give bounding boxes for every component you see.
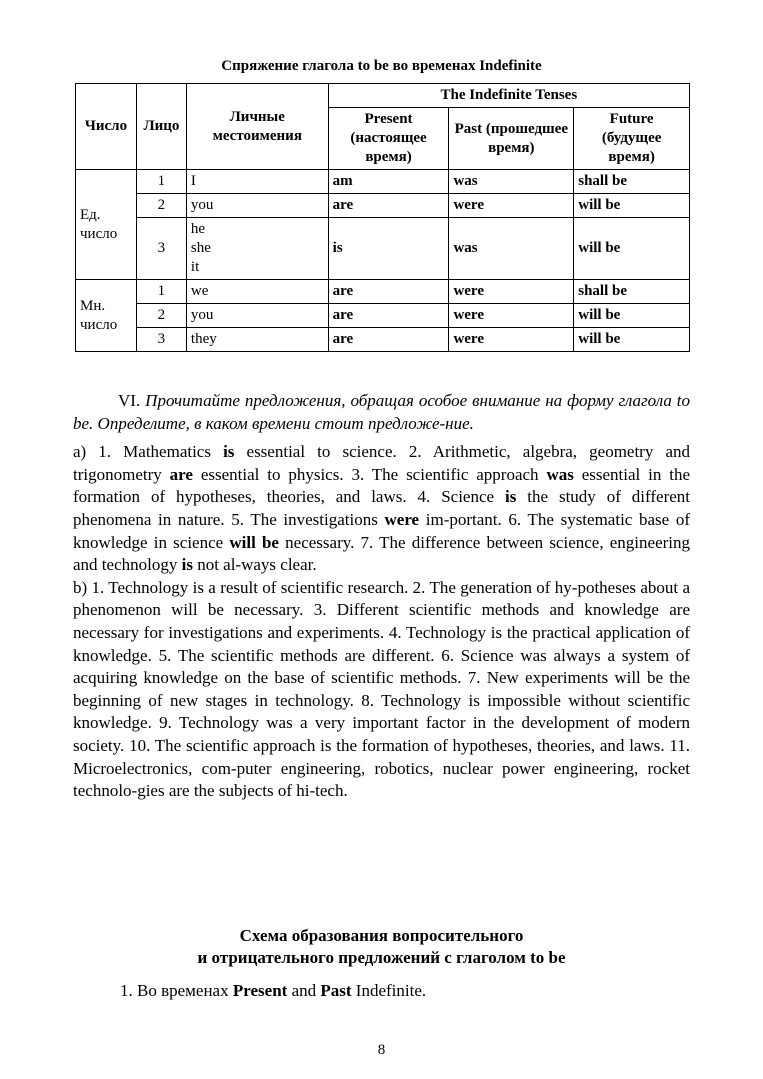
header-past: Past (прошедшее время) — [449, 108, 574, 170]
table-row — [76, 170, 690, 194]
plural-label: Мн. число — [76, 280, 137, 352]
header-present: Present (настоящее время) — [328, 108, 449, 170]
pronoun-cell: you — [186, 304, 328, 328]
task-instruction — [73, 390, 690, 435]
present-cell: are — [328, 304, 449, 328]
term-present: Present — [232, 981, 288, 1000]
verb-highlight: were — [384, 509, 420, 529]
present-cell: are — [328, 280, 449, 304]
part-b-paragraph: b) 1. Technology is a result of scientific research. 2. The generation of hy-potheses about a phenomenon will be necessary. 3. Different scientific methods and knowledge are necessary for investigations and experiments. 4. Technology is the practical application of knowledge. 5. The scientific methods are different. 6. Science was always a system of acquiring knowledge on the base of scientific methods. 7. New experiments will be the beginning of new stages in technology. 8. Technology is impossible without scientific knowledge. 9. Technology was a very important factor in the development of modern society. 10. The scientific approach is the formation of hypotheses, theories, and laws. 11. Microelectronics, com-puter engineering, robotics, nuclear power engineering, rocket technolo-gies are the subjects of hi-tech. — [73, 577, 690, 801]
person-cell: 1 — [136, 280, 186, 304]
past-cell: were — [449, 304, 574, 328]
verb-highlight: is — [181, 555, 193, 575]
page-number: 8 — [377, 1042, 386, 1058]
pronoun-cell: they — [186, 328, 328, 352]
future-cell: shall be — [574, 170, 690, 194]
exercise-text — [73, 390, 690, 803]
verb-highlight: will be — [229, 532, 279, 552]
header-person: Лицо — [136, 84, 186, 170]
person-cell: 2 — [136, 194, 186, 218]
table-row — [76, 304, 690, 328]
task-text: Прочитайте предложения, обращая особое внимание на форму глагола to be. Определите, в каком времени стоит предложе-ние. — [73, 391, 691, 433]
verb-highlight: is — [505, 487, 517, 507]
past-cell: were — [449, 194, 574, 218]
table-caption: Спряжение глагола to be во временах Indefinite — [221, 58, 542, 74]
text-run: essential in the formation of hypotheses, theories, and laws. 4. Science — [73, 464, 690, 507]
verb-highlight: was — [546, 464, 574, 484]
heading-line: Схема образования вопросительного — [239, 926, 524, 945]
header-tenses: The Indefinite Tenses — [328, 84, 689, 108]
text-run: im-portant. 6. The systematic base of knowledge in science — [73, 509, 690, 552]
text-run: and — [287, 981, 321, 1000]
pronoun-it: it — [190, 259, 200, 275]
pronoun-cell — [186, 218, 328, 280]
person-cell: 3 — [136, 218, 186, 280]
header-number: Число — [76, 84, 137, 170]
part-a-paragraph — [73, 441, 690, 577]
text-run: essential to science. 2. Arithmetic, algebra, geometry and trigonometry — [73, 442, 690, 484]
person-cell: 2 — [136, 304, 186, 328]
future-cell: will be — [574, 218, 690, 280]
present-cell: is — [328, 218, 449, 280]
text-run: not al-ways clear. — [192, 555, 317, 575]
header-pronouns: Личные местоимения — [186, 84, 328, 170]
pronoun-cell: I — [186, 170, 328, 194]
pronoun-cell: we — [186, 280, 328, 304]
term-past: Past — [320, 981, 352, 1000]
verb-highlight: is — [223, 442, 235, 462]
heading-line: и отрицательного предложений с глаголом to be — [197, 948, 566, 967]
header-future: Future (будущее время) — [574, 108, 690, 170]
task-number: VI. — [118, 391, 141, 410]
future-cell: shall be — [574, 280, 690, 304]
pronoun-cell: you — [186, 194, 328, 218]
table-row — [76, 218, 690, 280]
text-run: 1. Во временах — [120, 981, 233, 1000]
past-cell: was — [449, 170, 574, 194]
text-run: necessary. 7. The difference between science, engineering and technology — [73, 532, 691, 575]
past-cell: were — [449, 280, 574, 304]
present-cell: are — [328, 194, 449, 218]
person-cell: 1 — [136, 170, 186, 194]
pronoun-she: she — [190, 240, 211, 256]
section-heading — [73, 925, 690, 969]
person-cell: 3 — [136, 328, 186, 352]
table-row — [76, 280, 690, 304]
text-run: the study of different phenomena in nature. 5. The investigations — [73, 487, 691, 529]
text-run: a) 1. Mathematics — [73, 442, 224, 462]
future-cell: will be — [574, 194, 690, 218]
past-cell: were — [449, 328, 574, 352]
list-item — [120, 980, 426, 1002]
table-row — [76, 194, 690, 218]
present-cell: are — [328, 328, 449, 352]
verb-highlight: are — [169, 464, 193, 484]
text-run: essential to physics. 3. The scientific approach — [192, 464, 547, 484]
future-cell: will be — [574, 328, 690, 352]
past-cell: was — [449, 218, 574, 280]
conjugation-table — [75, 83, 690, 352]
singular-label: Ед. число — [76, 170, 137, 280]
text-run: Indefinite. — [351, 981, 427, 1000]
table-row — [76, 328, 690, 352]
future-cell: will be — [574, 304, 690, 328]
pronoun-he: he — [190, 221, 206, 237]
present-cell: am — [328, 170, 449, 194]
